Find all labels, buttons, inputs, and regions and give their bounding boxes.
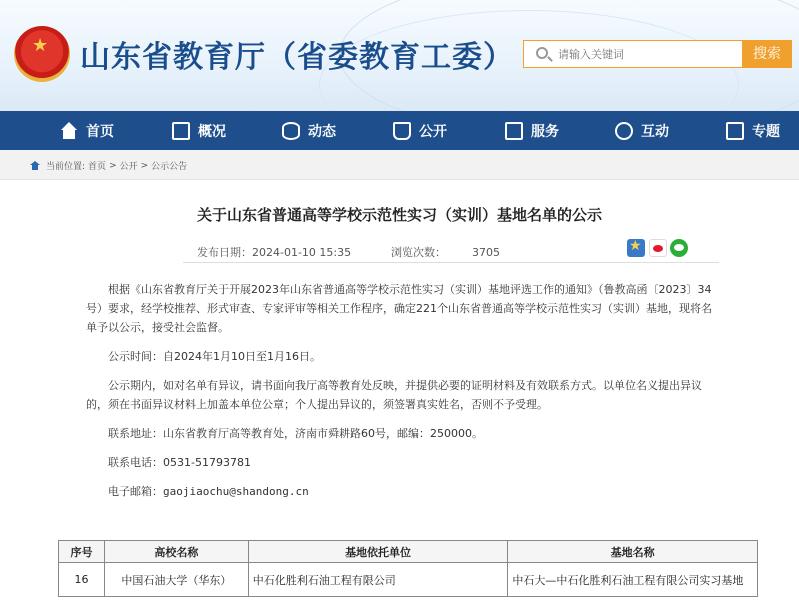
paragraph: 电子邮箱：gaojiaochu@shandong.cn: [108, 485, 309, 498]
table-header-row: [59, 541, 758, 563]
nav-item-news[interactable]: [282, 111, 336, 150]
publish-date: [197, 244, 351, 260]
table-cell: 中石化胜利石油工程有限公司: [248, 563, 508, 597]
service-icon: [505, 122, 523, 140]
table-header: 基地名称: [508, 541, 758, 563]
nav-label: 首页: [86, 123, 114, 140]
home-icon: [30, 161, 40, 170]
breadcrumb-item-public[interactable]: 公开: [119, 162, 138, 172]
article-title: 关于山东省普通高等学校示范性实习（实训）基地名单的公示: [196, 206, 602, 224]
site-title[interactable]: 山东省教育厅（省委教育工委）: [80, 40, 514, 75]
table-row: [59, 563, 758, 597]
site-header: [0, 0, 799, 111]
nav-label: 概况: [198, 123, 226, 140]
table-header: 基地依托单位: [248, 541, 508, 563]
table-cell: 16: [59, 563, 105, 597]
nav-label: 互动: [641, 123, 669, 140]
table-cell: 中石大—中石化胜利石油工程有限公司实习基地: [508, 563, 758, 597]
nav-label: 公开: [419, 123, 447, 140]
wechat-share-icon[interactable]: [670, 239, 688, 257]
views-label: 浏览次数：: [391, 246, 446, 259]
view-count: [391, 244, 500, 260]
national-emblem-icon[interactable]: [14, 26, 70, 82]
book-icon: [393, 122, 411, 140]
table-header: 高校名称: [104, 541, 248, 563]
nav-item-public[interactable]: [393, 111, 447, 150]
nav-item-home[interactable]: [60, 111, 114, 150]
views-value: 3705: [472, 246, 500, 259]
search-input[interactable]: [558, 45, 738, 63]
search-button[interactable]: 搜索: [742, 40, 792, 68]
nav-label: 动态: [308, 123, 336, 140]
meta-divider: [183, 262, 719, 263]
paragraph: 联系地址：山东省教育厅高等教育处，济南市舜耕路60号，邮编：250000。: [108, 427, 483, 440]
base-list-table: [58, 540, 758, 597]
nav-item-topics[interactable]: [726, 111, 780, 150]
stack-icon: [282, 122, 300, 140]
building-icon: [172, 122, 190, 140]
paragraph: 联系电话：0531-51793781: [108, 456, 251, 469]
favorite-icon[interactable]: [627, 239, 645, 257]
nav-item-overview[interactable]: [172, 111, 226, 150]
nav-label: 服务: [531, 123, 559, 140]
home-icon: [60, 122, 78, 140]
paragraph: 公示期内，如对名单有异议，请书面向我厅高等教育处反映，并提供必要的证明材料及有效联系方式。以单位名义提出异议的，须在书面异议材料上加盖本单位公章；个人提出异议的，须签署真实姓名，否则不予受理。: [86, 379, 702, 411]
nav-item-interaction[interactable]: [615, 111, 669, 150]
publish-value: 2024-01-10 15:35: [252, 246, 352, 259]
breadcrumb-item-announcements[interactable]: 公示公告: [151, 162, 188, 172]
paragraph: 根据《山东省教育厅关于开展2023年山东省普通高等学校示范性实习（实训）基地评选工作的通知》（鲁教高函〔2023〕34号）要求，经学校推荐、形式审查、专家评审等相关工作程序，确定221个山东省普通高等学校示范性实习（实训）基地，现将名单予以公示，接受社会监督。: [86, 283, 712, 334]
document-icon: [726, 122, 744, 140]
main-nav: [0, 111, 799, 150]
breadcrumb-separator: >: [109, 160, 117, 171]
nav-item-service[interactable]: [505, 111, 559, 150]
search-icon: [536, 47, 548, 59]
breadcrumb-separator: >: [140, 160, 149, 171]
breadcrumb-item-home[interactable]: 首页: [88, 162, 107, 172]
article-body: [86, 280, 720, 511]
publish-label: 发布日期：: [197, 246, 252, 259]
chat-icon: [615, 122, 633, 140]
search-box[interactable]: [523, 40, 742, 68]
table-cell: 中国石油大学（华东）: [104, 563, 248, 597]
breadcrumb: [30, 159, 190, 172]
paragraph: 公示时间：自2024年1月10日至1月16日。: [108, 350, 321, 363]
breadcrumb-bar: [0, 150, 799, 180]
weibo-share-icon[interactable]: [649, 239, 667, 257]
breadcrumb-prefix: 当前位置:: [46, 162, 86, 172]
nav-label: 专题: [752, 123, 780, 140]
table-header: 序号: [59, 541, 105, 563]
